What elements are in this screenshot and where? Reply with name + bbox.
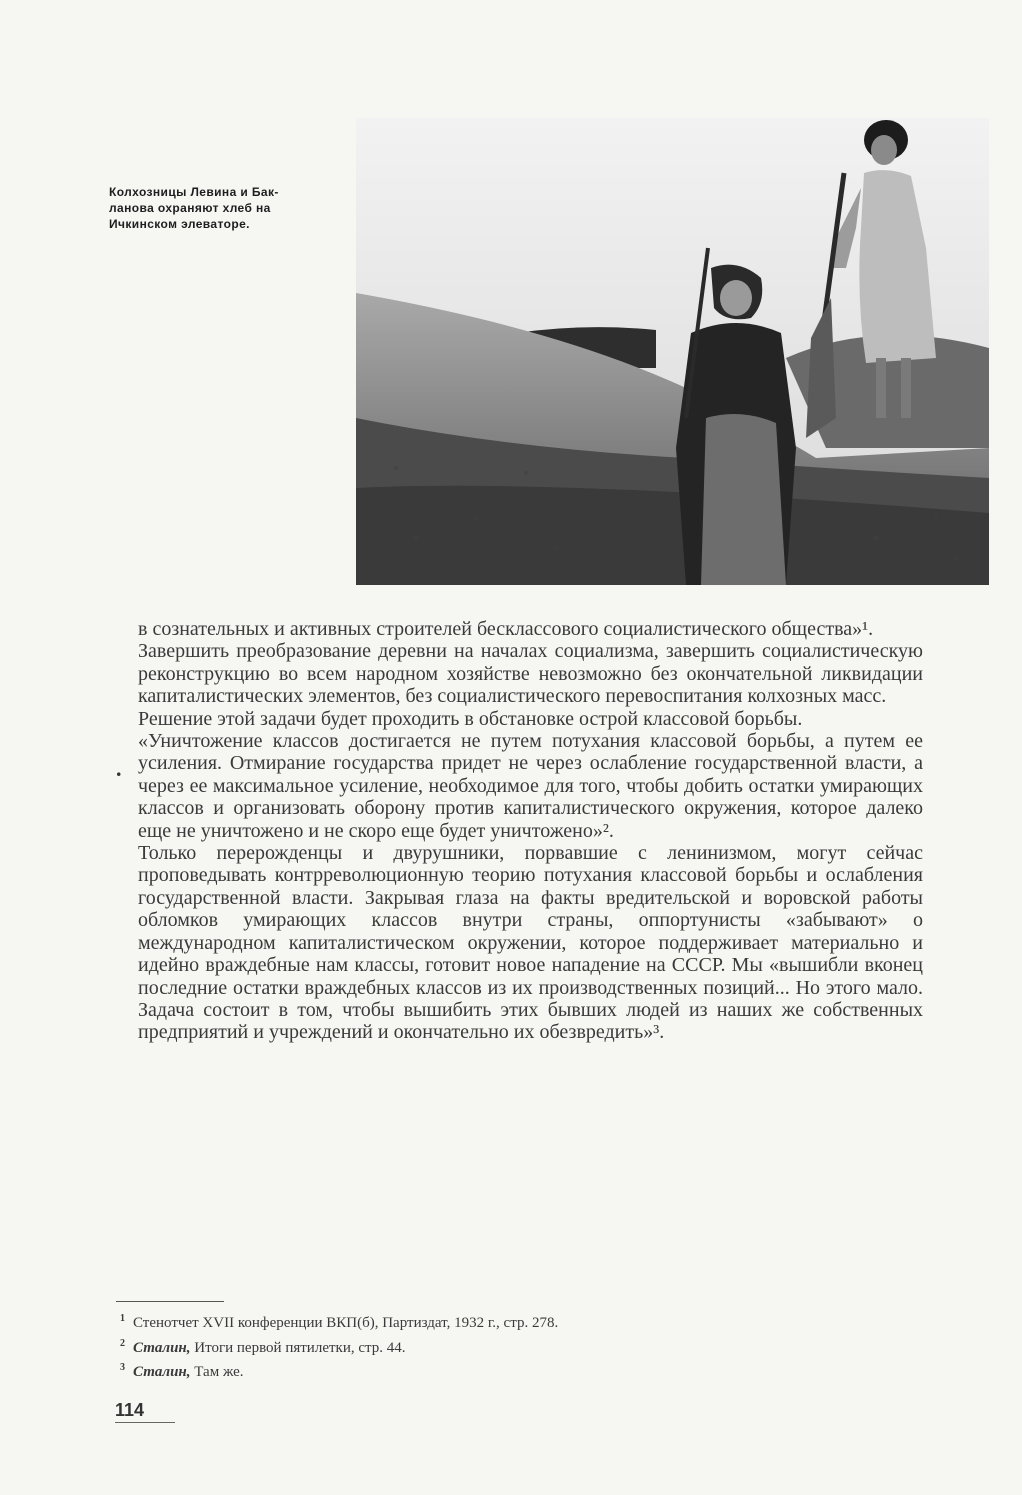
footnote-text: Стенотчет XVII конференции ВКП(б), Партиздат, 1932 г., стр. 278. [133,1315,559,1331]
paragraph: «Уничтожение классов достигается не путем потухания классовой борьбы, а путем ее усиления. Отмирание государства придет не через ослабление государственной власти, а через ее максимальное усиление, необходимое для того, чтобы добить остатки умирающих классов и организовать оборону против капиталистического окружения, которое далеко еще не уничтожено и не скоро еще будет уничтожено»². [138,730,923,842]
footnote [120,1309,820,1334]
caption-line: Колхозницы Левина и Бак- [109,185,279,199]
paragraph: Завершить преобразование деревни на началах социализма, завершить социалистическую реконструкцию во всем народном хозяйстве невозможно без окончательной ликвидации капиталистических элементов, без социалистического перевоспитания колхозных масс. [138,640,923,708]
paragraph: Решение этой задачи будет проходить в обстановке острой классовой борьбы. [138,707,803,730]
paragraph: в сознательных и активных строителей бесклассового социалистического общества»¹. [138,618,874,640]
body-text [138,618,923,1044]
footnote-number: 1 [120,1313,125,1324]
footnote-text: Итоги первой пятилетки, стр. 44. [190,1339,406,1356]
footnote-text: Там же. [190,1364,244,1380]
footnote-number: 2 [120,1337,125,1349]
photo-caption [109,184,341,232]
caption-line: ланова охраняют хлеб на [109,201,271,215]
footnote-divider [116,1301,224,1302]
photo-illustration [356,118,989,585]
page-number: 114 [115,1400,145,1420]
photograph [356,118,989,585]
footnotes [120,1309,820,1383]
page-number-rule [115,1422,175,1423]
footnote [120,1358,820,1383]
paragraph: Только перерожденцы и двурушники, порвавшие с ленинизмом, могут сейчас проповедывать контрреволюционную теорию потухания классовой борьбы и ослабления государственной власти. Закрывая глаза на факты вредительской и воровской работы обломков умирающих классов внутри страны, оппортунисты «забывают» о международном капиталистическом окружении, которое поддерживает материально и идейно враждебные нам классы, готовит новое нападение на СССР. Мы «вышибли вконец последние остатки враждебных классов из их производственных позиций... Но этого мало. Задача состоит в том, чтобы вышибить этих бывших людей из наших же собственных предприятий и учреждений и окончательно их обезвредить»³. [138,842,923,1044]
footnote [120,1334,820,1359]
footnote-number: 3 [120,1362,125,1373]
margin-mark: . [116,756,122,781]
footnote-author: Сталин, [133,1339,191,1356]
caption-line: Ичкинском элеваторе. [109,217,250,231]
footnote-author: Сталин, [133,1364,191,1380]
